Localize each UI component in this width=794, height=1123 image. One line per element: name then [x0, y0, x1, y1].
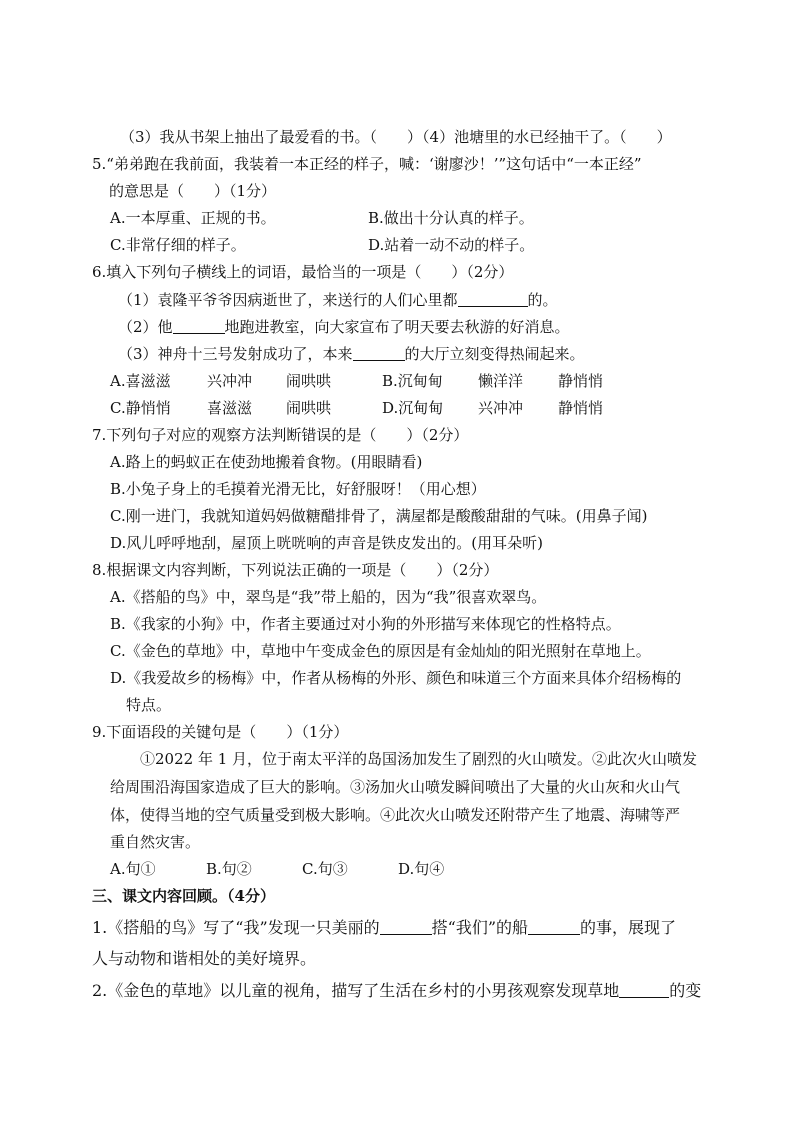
- q9-option-a: A.句①: [110, 860, 156, 878]
- q8-option-d: D.《我爱故乡的杨梅》中，作者从杨梅的外形、颜色和味道三个方面来具体介绍杨梅的: [110, 669, 682, 687]
- q6-option-a-2: 兴冲冲: [207, 372, 253, 390]
- q6-s2-text-a: （2）他: [118, 318, 173, 336]
- q6-stem: 6.填入下列句子横线上的词语，最恰当的一项是（ ）（2分）: [92, 263, 514, 281]
- q5-option-c: C.非常仔细的样子。: [110, 236, 246, 254]
- q8-option-b: B.《我家的小狗》中，作者主要通过对小狗的外形描写来体现它的性格特点。: [110, 615, 621, 633]
- q6-option-a-3: 闹哄哄: [286, 372, 332, 390]
- q6-sentence-3: [118, 343, 585, 365]
- q5-stem-cont: 的意思是（ ）（1分）: [109, 182, 277, 200]
- q8-option-c: C.《金色的草地》中，草地中午变成金色的原因是有金灿灿的阳光照射在草地上。: [110, 642, 651, 660]
- q7-option-c: C.刚一进门，我就知道妈妈做糖醋排骨了，满屋都是酸酸甜甜的气味。(用鼻子闻): [110, 507, 648, 525]
- q6-option-b-3: 静悄悄: [558, 372, 604, 390]
- q9-passage-line-4: 重自然灾害。: [110, 833, 201, 851]
- q9-passage-line-1: ①2022 年 1 月，位于南太平洋的岛国汤加发生了剧烈的火山喷发。②此次火山喷发: [140, 750, 698, 768]
- q7-option-a: A.路上的蚂蚁正在使劲地搬着食物。(用眼睛看): [110, 453, 423, 471]
- q7-option-d: D.风儿呼呼地刮，屋顶上咣咣响的声音是铁皮发出的。(用耳朵听): [110, 534, 543, 552]
- q5-option-b: B.做出十分认真的样子。: [368, 209, 534, 227]
- q6-option-c-3: 闹哄哄: [286, 399, 332, 417]
- blank-line: [619, 983, 669, 998]
- q6-s1-text-b: 的。: [527, 291, 558, 309]
- blank-line: [528, 920, 580, 935]
- q9-option-d: D.句④: [398, 860, 445, 878]
- recall-q2-text-a: 2.《金色的草地》以儿童的视角，描写了生活在乡村的小男孩观察发现草地: [92, 981, 620, 1000]
- q6-option-d-2: 兴冲冲: [478, 399, 524, 417]
- q6-s2-text-b: 地跑进教室，向大家宣布了明天要去秋游的好消息。: [224, 318, 570, 336]
- q9-option-b: B.句②: [206, 860, 252, 878]
- q6-option-a-1: A.喜滋滋: [110, 372, 171, 390]
- q9-stem: 9.下面语段的关键句是（ ）（1分）: [92, 723, 349, 741]
- recall-q2-text-b: 的变: [669, 981, 702, 1000]
- blank-line: [458, 292, 528, 307]
- recall-q2: [92, 980, 701, 1002]
- q9-passage-line-3: 体，使得当地的空气质量受到极大影响。④此次火山喷发还附带产生了地震、海啸等严: [110, 806, 681, 824]
- blank-line: [173, 319, 225, 334]
- recall-q1-text-a: 1.《搭船的鸟》写了“我”发现一只美丽的: [92, 918, 380, 937]
- q6-s3-text-a: （3）神舟十三号发射成功了，本来: [118, 345, 353, 363]
- section-3-heading: 三、课文内容回顾。（4分）: [92, 887, 275, 905]
- q9-option-c: C.句③: [302, 860, 348, 878]
- q8-option-a: A.《搭船的鸟》中，翠鸟是“我”带上船的，因为“我”很喜欢翠鸟。: [110, 588, 547, 606]
- recall-q1: [92, 917, 676, 939]
- blank-line: [353, 346, 405, 361]
- q6-option-c-1: C.静悄悄: [110, 399, 171, 417]
- q5-option-a: A.一本厚重、正规的书。: [110, 209, 276, 227]
- q8-stem: 8.根据课文内容判断，下列说法正确的一项是（ ）（2分）: [92, 561, 499, 579]
- blank-line: [380, 920, 432, 935]
- q6-option-b-2: 懒洋洋: [478, 372, 524, 390]
- q6-s3-text-b: 的大厅立刻变得热闹起来。: [404, 345, 585, 363]
- recall-q1-text-b: 搭“我们”的船: [431, 918, 529, 937]
- recall-q1-text-c: 的事，展现了: [580, 918, 677, 937]
- q6-sentence-1: [118, 289, 558, 311]
- q6-option-b-1: B.沉甸甸: [382, 372, 443, 390]
- q6-sentence-2: [118, 316, 570, 338]
- q6-option-d-3: 静悄悄: [558, 399, 604, 417]
- q6-option-c-2: 喜滋滋: [207, 399, 253, 417]
- q9-passage-line-2: 给周围沿海国家造成了巨大的影响。③汤加火山喷发瞬间喷出了大量的火山灰和火山气: [110, 778, 681, 796]
- q7-stem: 7.下列句子对应的观察方法判断错误的是（ ）（2分）: [92, 426, 469, 444]
- recall-q1-cont: 人与动物和谐相处的美好境界。: [92, 949, 317, 968]
- q5-option-d: D.站着一动不动的样子。: [368, 236, 535, 254]
- q4-items-line: （3）我从书架上抽出了最爱看的书。（ ）（4）池塘里的水已经抽干了。（ ）: [120, 128, 672, 146]
- q6-option-d-1: D.沉甸甸: [382, 399, 444, 417]
- q7-option-b: B.小兔子身上的毛摸着光滑无比，好舒服呀！（用心想）: [110, 480, 486, 498]
- q5-stem: 5.“弟弟跑在我前面，我装着一本正经的样子，喊：‘谢廖沙！’”这句话中“一本正经”: [92, 155, 642, 173]
- q8-option-d-cont: 特点。: [126, 696, 172, 714]
- q6-s1-text-a: （1）袁隆平爷爷因病逝世了，来送行的人们心里都: [118, 291, 458, 309]
